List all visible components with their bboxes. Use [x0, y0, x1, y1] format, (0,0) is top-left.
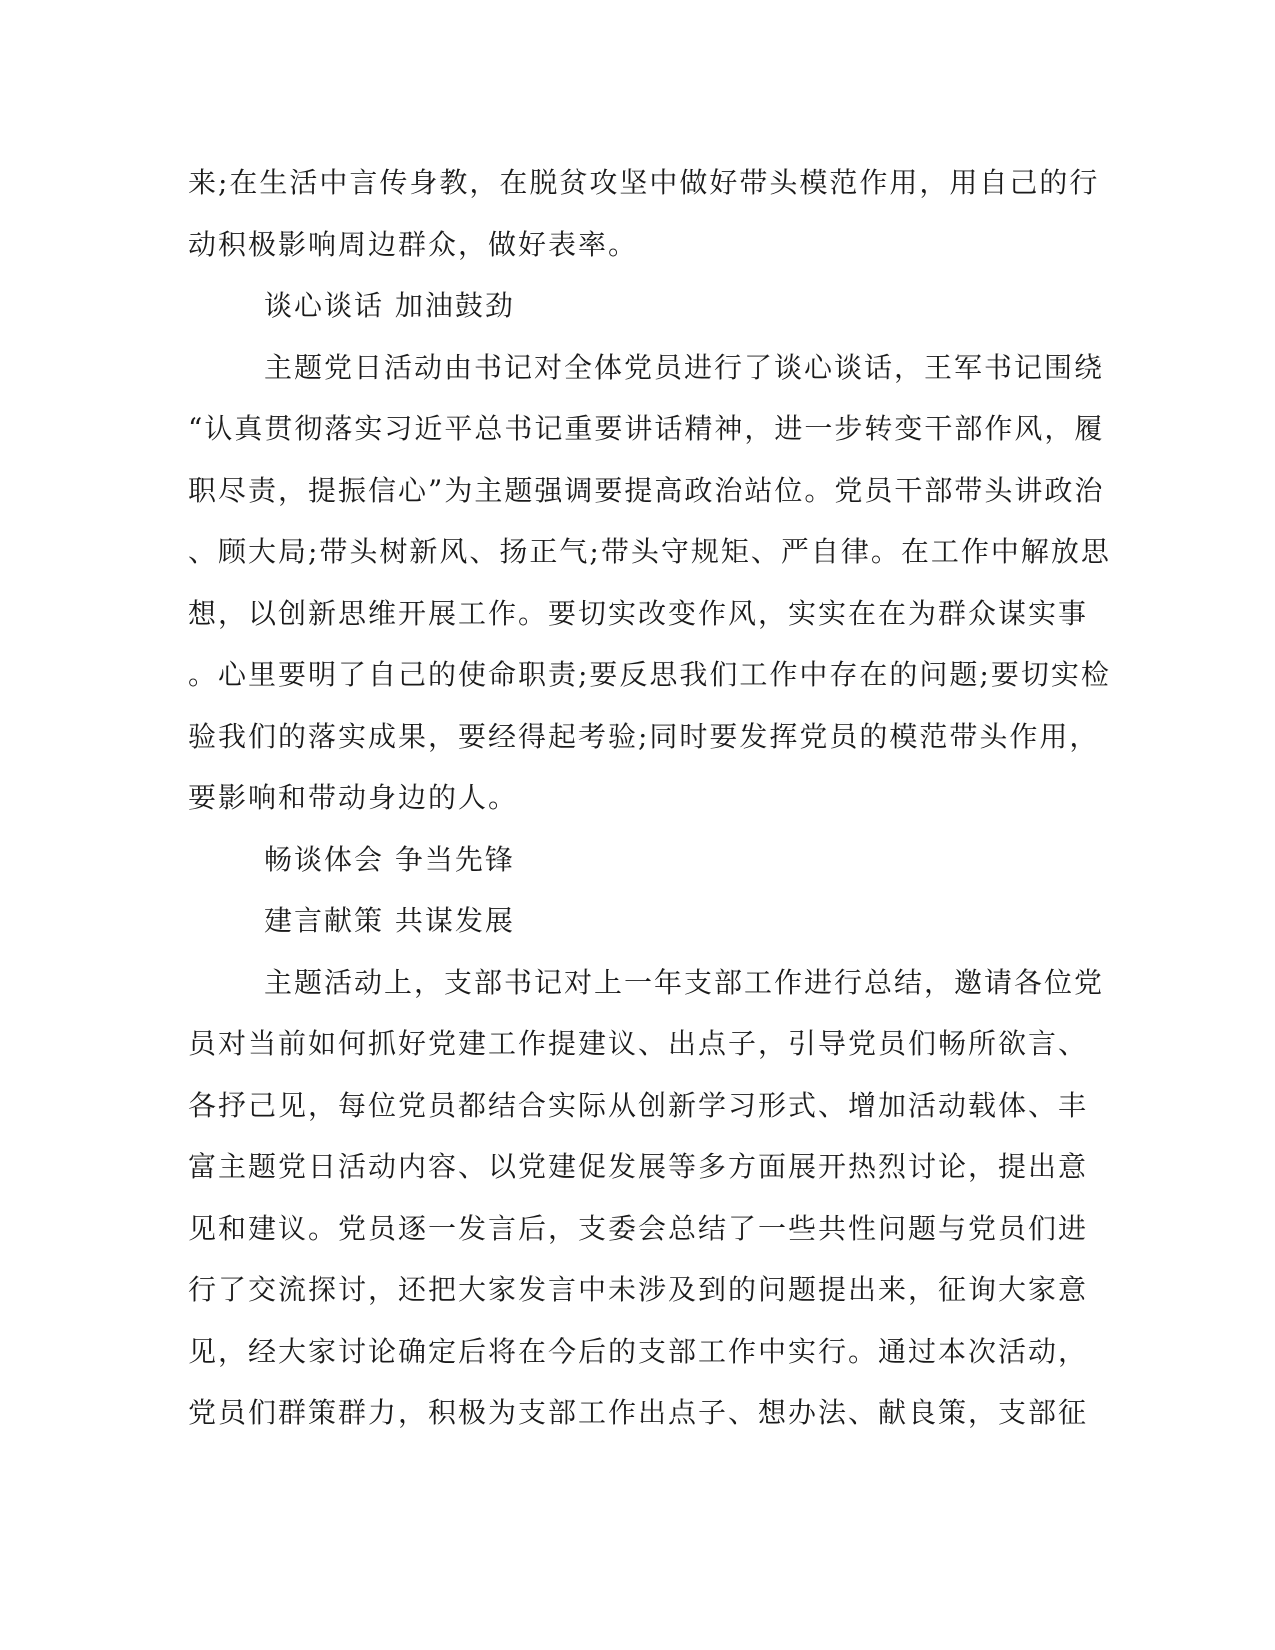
text-line: 行了交流探讨，还把大家发言中未涉及到的问题提出来，征询大家意: [188, 1273, 1089, 1306]
text-line: 。心里要明了自己的使命职责;要反思我们工作中存在的问题;要切实检: [188, 658, 1111, 691]
paragraph-start: 主题活动上，支部书记对上一年支部工作进行总结，邀请各位党: [264, 965, 1105, 999]
text-line: 职尽责，提振信心”为主题强调要提高政治站位。党员干部带头讲政治: [188, 473, 1105, 507]
text-line: 来;在生活中言传身教，在脱贫攻坚中做好带头模范作用，用自己的行: [188, 166, 1100, 199]
document-body: [188, 152, 1111, 1444]
text-line: 富主题党日活动内容、以党建促发展等多方面展开热烈讨论，提出意: [188, 1150, 1089, 1183]
section-heading: 畅谈体会 争当先锋: [264, 842, 515, 876]
section-heading: 建言献策 共谋发展: [264, 904, 515, 937]
text-line: 见，经大家讨论确定后将在今后的支部工作中实行。通过本次活动，: [188, 1334, 1089, 1368]
text-line: 员对当前如何抓好党建工作提建议、出点子，引导党员们畅所欲言、: [188, 1027, 1089, 1060]
text-line: 想，以创新思维开展工作。要切实改变作风，实实在在为群众谋实事: [188, 596, 1089, 630]
text-line: 验我们的落实成果，要经得起考验;同时要发挥党员的模范带头作用，: [188, 719, 1100, 753]
text-line: 见和建议。党员逐一发言后，支委会总结了一些共性问题与党员们进: [188, 1211, 1089, 1245]
text-line: 、顾大局;带头树新风、扬正气;带头守规矩、严自律。在工作中解放思: [188, 535, 1111, 568]
text-line: “认真贯彻落实习近平总书记重要讲话精神，进一步转变干部作风，履: [188, 412, 1105, 445]
text-line: 要影响和带动身边的人。: [188, 781, 519, 814]
paragraph-start: 主题党日活动由书记对全体党员进行了谈心谈话，王军书记围绕: [264, 350, 1105, 384]
text-line: 动积极影响周边群众，做好表率。: [188, 227, 639, 261]
text-line: 各抒己见，每位党员都结合实际从创新学习形式、增加活动载体、丰: [188, 1088, 1089, 1122]
text-line: 党员们群策群力，积极为支部工作出点子、想办法、献良策，支部征: [188, 1396, 1089, 1429]
section-heading: 谈心谈话 加油鼓劲: [264, 289, 515, 322]
